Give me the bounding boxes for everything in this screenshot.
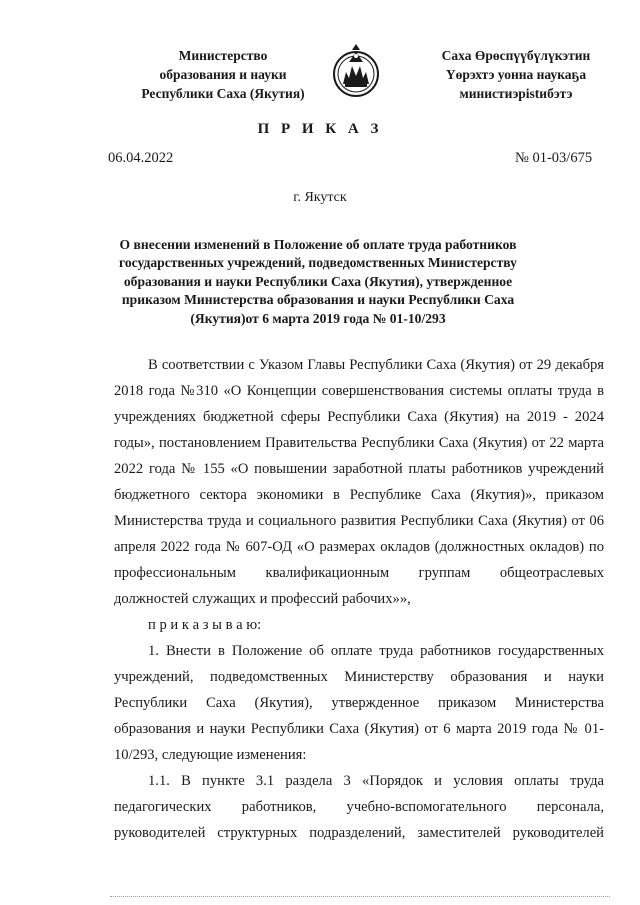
ministry-name-line: Саха Өрөспүүбүлүкэтин [441, 48, 591, 63]
ministry-name-line: Министерство [178, 48, 268, 63]
clause-1-1-line: руководителей структурных подразделений, заместителей руководителей [114, 825, 604, 841]
body-line: Министерства труда и социального развития Республики Саха (Якутия) от 06 [114, 513, 604, 529]
clause-1-line: 10/293, следующие изменения: [114, 747, 307, 763]
order-title-line: О внесении изменений в Положение об оплате труда работников [119, 237, 517, 252]
body-line: 2018 года №310 «О Концепции совершенствования системы оплаты труда в [114, 383, 604, 399]
clause-1-line: учреждений, подведомственных Министерству образования и науки [114, 669, 604, 685]
sakha-coat-of-arms-icon [331, 42, 381, 100]
order-number: № 01-03/675 [515, 150, 593, 166]
order-city: г. Якутск [293, 190, 347, 205]
page-bottom-edge [110, 896, 610, 897]
order-title-line: образования и науки Республики Саха (Якутия), утвержденное [123, 273, 513, 289]
order-title [118, 236, 518, 328]
body-line: В соответствии с Указом Главы Республики Саха (Якутия) от 29 декабря [148, 357, 604, 373]
ministry-name-line: Республики Саха (Якутия) [141, 86, 305, 101]
order-directive: п р и к а з ы в а ю: [148, 617, 262, 633]
body-line: апреля 2022 года № 607-ОД «О размерах окладов (должностных окладов) по [114, 539, 604, 555]
body-line: бюджетного сектора экономики в Республике Саха (Якутия)», приказом [114, 487, 604, 503]
body-line: учреждениях бюджетной сферы Республики Саха (Якутия) на 2019 - 2024 [114, 409, 604, 425]
clause-1-line: образования и науки Республики Саха (Якутия) от 6 марта 2019 года № 01- [114, 721, 604, 737]
body-line: должностей служащих и профессий рабочих»», [114, 591, 411, 607]
ministry-name-russian [118, 46, 328, 103]
body-line: 2022 года № 155 «О повышении заработной платы работников учреждений [114, 461, 604, 477]
ministry-name-yakut [405, 46, 627, 103]
body-line: годы», постановлением Правительства Республики Саха (Якутия) от 22 марта [114, 435, 604, 451]
clause-1-1-line: педагогических работников, учебно-вспомогательного персонала, [114, 799, 604, 815]
document-type-heading: П Р И К А З [257, 121, 383, 137]
clause-1-1-line: 1.1. В пункте 3.1 раздела 3 «Порядок и условия оплаты труда [148, 773, 604, 789]
ministry-name-line: Үөрэхтэ уонна наукаҕа [445, 67, 587, 82]
order-title-line: приказом Министерства образования и науки Республики Саха [121, 292, 515, 308]
order-title-line: (Якутия)от 6 марта 2019 года № 01-10/293 [190, 310, 446, 326]
ministry-name-line: министиэрistибэтэ [459, 86, 573, 101]
body-line: профессиональным квалификационным группам общеотраслевых [114, 565, 604, 581]
order-date: 06.04.2022 [108, 150, 174, 166]
letterhead [0, 42, 640, 102]
clause-1-line: Республики Саха (Якутия), утвержденное приказом Министерства [114, 695, 604, 711]
order-title-line: государственных учреждений, подведомственных Министерству [119, 255, 517, 271]
clause-1-line: 1. Внести в Положение об оплате труда работников государственных [148, 643, 604, 659]
ministry-name-line: образования и науки [159, 67, 287, 82]
